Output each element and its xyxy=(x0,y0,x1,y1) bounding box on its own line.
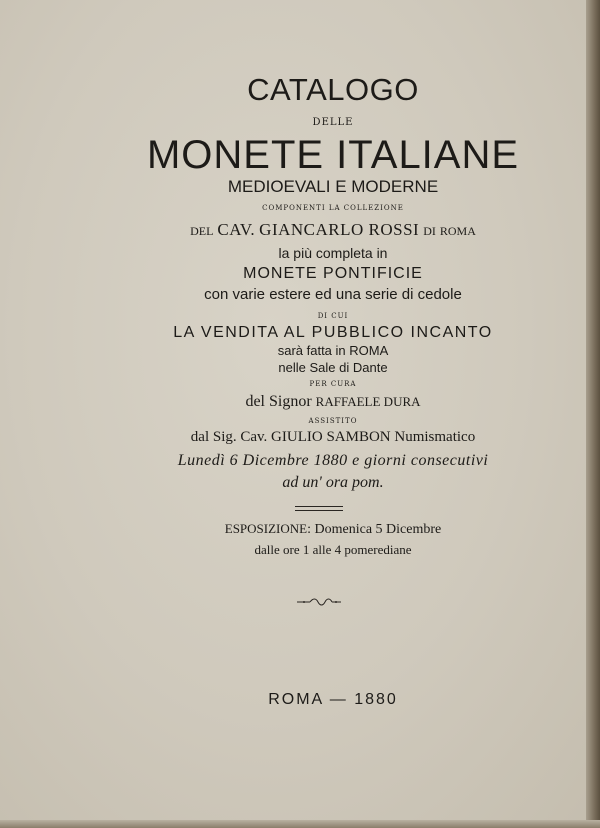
completa-line: la più completa in xyxy=(278,245,388,261)
assistito-line: ASSISTITO xyxy=(308,417,358,425)
sara-line: sarà fatta in ROMA xyxy=(277,343,389,358)
auctioneer-name: RAFFAELE DURA xyxy=(315,394,421,409)
per-cura-line: PER CURA xyxy=(309,380,357,388)
auction-date-line: Lunedì 6 Dicembre 1880 e giorni consecutivi xyxy=(177,452,489,469)
vendita-line: LA VENDITA AL PUBBLICO INCANTO xyxy=(173,324,493,341)
exhibition-date: : Domenica 5 Dicembre xyxy=(307,522,442,537)
owner-name: GIANCARLO ROSSI xyxy=(259,220,420,239)
exhibition-hours: dalle ore 1 alle 4 pomerediane xyxy=(254,542,412,557)
delle-line: DELLE xyxy=(312,117,354,128)
page-edge-shadow xyxy=(586,0,600,828)
pontificie-line: MONETE PONTIFICIE xyxy=(243,265,423,282)
collection-owner xyxy=(0,221,600,239)
numismatist-line: dal Sig. Cav. GIULIO SAMBON Numismatico xyxy=(190,429,476,445)
auction-time-line: ad un' ora pom. xyxy=(282,474,384,491)
sale-line: nelle Sale di Dante xyxy=(278,360,388,375)
divider-rule-top xyxy=(295,506,343,507)
auctioneer-line xyxy=(0,394,600,410)
componenti-line: COMPONENTI LA COLLEZIONE xyxy=(262,204,404,212)
subtitle: MEDIOEVALI E MODERNE xyxy=(227,177,439,196)
owner-prefix: DEL xyxy=(190,224,214,238)
imprint: ROMA — 1880 xyxy=(268,691,398,708)
page-bottom-edge xyxy=(0,820,600,828)
owner-title: CAV. xyxy=(217,220,256,239)
catalog-heading: CATALOGO xyxy=(247,72,419,107)
exhibition-line xyxy=(0,522,600,537)
divider-rule-bottom xyxy=(295,510,343,511)
main-title: MONETE ITALIANE xyxy=(146,133,520,177)
flourish-ornament-icon xyxy=(296,597,342,607)
exhibition-label: ESPOSIZIONE xyxy=(224,521,308,536)
varie-line: con varie estere ed una serie di cedole xyxy=(204,286,462,303)
owner-di: DI xyxy=(423,224,436,238)
auctioneer-prefix: del Signor xyxy=(245,393,312,410)
owner-city: ROMA xyxy=(439,224,476,238)
di-cui-line: DI CUI xyxy=(317,312,349,320)
